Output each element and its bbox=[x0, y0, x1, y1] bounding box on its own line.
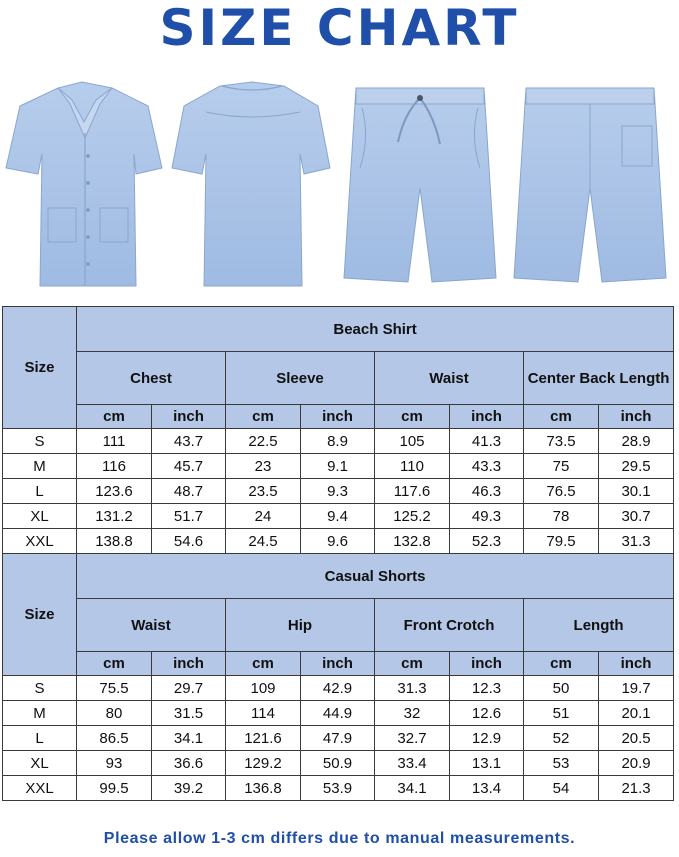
size-header: Size bbox=[3, 554, 77, 676]
value-cell: 93 bbox=[77, 751, 152, 776]
value-cell: 109 bbox=[226, 676, 301, 701]
unit-cm: cm bbox=[77, 405, 152, 429]
value-cell: 110 bbox=[375, 454, 450, 479]
table-row bbox=[3, 504, 674, 529]
value-cell: 31.3 bbox=[375, 676, 450, 701]
table-row bbox=[3, 529, 674, 554]
unit-inch: inch bbox=[599, 405, 674, 429]
table-row bbox=[3, 429, 674, 454]
value-cell: 44.9 bbox=[301, 701, 375, 726]
table-row bbox=[3, 776, 674, 801]
value-cell: 51.7 bbox=[152, 504, 226, 529]
shirt-back-icon bbox=[172, 82, 330, 286]
size-cell: S bbox=[3, 429, 77, 454]
value-cell: 50 bbox=[524, 676, 599, 701]
value-cell: 114 bbox=[226, 701, 301, 726]
column-header: Center Back Length bbox=[524, 352, 674, 405]
size-header: Size bbox=[3, 307, 77, 429]
value-cell: 86.5 bbox=[77, 726, 152, 751]
value-cell: 75 bbox=[524, 454, 599, 479]
value-cell: 117.6 bbox=[375, 479, 450, 504]
value-cell: 12.3 bbox=[450, 676, 524, 701]
size-cell: M bbox=[3, 454, 77, 479]
garment-images bbox=[0, 78, 679, 293]
size-cell: XXL bbox=[3, 529, 77, 554]
value-cell: 32 bbox=[375, 701, 450, 726]
size-cell: XL bbox=[3, 751, 77, 776]
value-cell: 54 bbox=[524, 776, 599, 801]
unit-row bbox=[3, 652, 674, 676]
value-cell: 33.4 bbox=[375, 751, 450, 776]
unit-inch: inch bbox=[599, 652, 674, 676]
unit-cm: cm bbox=[375, 652, 450, 676]
shirt-data bbox=[3, 429, 674, 554]
value-cell: 23 bbox=[226, 454, 301, 479]
size-cell: L bbox=[3, 726, 77, 751]
value-cell: 21.3 bbox=[599, 776, 674, 801]
value-cell: 46.3 bbox=[450, 479, 524, 504]
value-cell: 53.9 bbox=[301, 776, 375, 801]
shirt-section bbox=[3, 307, 674, 429]
size-cell: XXL bbox=[3, 776, 77, 801]
shorts-section bbox=[3, 554, 674, 676]
value-cell: 34.1 bbox=[152, 726, 226, 751]
shirt-front-icon bbox=[6, 82, 162, 286]
column-header: Hip bbox=[226, 599, 375, 652]
column-header: Sleeve bbox=[226, 352, 375, 405]
value-cell: 47.9 bbox=[301, 726, 375, 751]
unit-cm: cm bbox=[226, 405, 301, 429]
value-cell: 79.5 bbox=[524, 529, 599, 554]
value-cell: 53 bbox=[524, 751, 599, 776]
value-cell: 75.5 bbox=[77, 676, 152, 701]
value-cell: 105 bbox=[375, 429, 450, 454]
value-cell: 54.6 bbox=[152, 529, 226, 554]
size-chart-table bbox=[2, 306, 674, 801]
value-cell: 125.2 bbox=[375, 504, 450, 529]
value-cell: 19.7 bbox=[599, 676, 674, 701]
value-cell: 132.8 bbox=[375, 529, 450, 554]
size-cell: S bbox=[3, 676, 77, 701]
value-cell: 24.5 bbox=[226, 529, 301, 554]
value-cell: 138.8 bbox=[77, 529, 152, 554]
value-cell: 45.7 bbox=[152, 454, 226, 479]
value-cell: 123.6 bbox=[77, 479, 152, 504]
value-cell: 24 bbox=[226, 504, 301, 529]
value-cell: 121.6 bbox=[226, 726, 301, 751]
measurement-note: Please allow 1-3 cm differs due to manual measurements. bbox=[103, 830, 576, 847]
value-cell: 20.1 bbox=[599, 701, 674, 726]
value-cell: 76.5 bbox=[524, 479, 599, 504]
value-cell: 48.7 bbox=[152, 479, 226, 504]
value-cell: 42.9 bbox=[301, 676, 375, 701]
value-cell: 23.5 bbox=[226, 479, 301, 504]
shorts-back-icon bbox=[514, 88, 666, 282]
value-cell: 9.1 bbox=[301, 454, 375, 479]
value-cell: 32.7 bbox=[375, 726, 450, 751]
value-cell: 131.2 bbox=[77, 504, 152, 529]
table-row bbox=[3, 751, 674, 776]
value-cell: 52.3 bbox=[450, 529, 524, 554]
shorts-title: Casual Shorts bbox=[77, 554, 674, 599]
value-cell: 39.2 bbox=[152, 776, 226, 801]
value-cell: 41.3 bbox=[450, 429, 524, 454]
value-cell: 29.7 bbox=[152, 676, 226, 701]
value-cell: 43.7 bbox=[152, 429, 226, 454]
value-cell: 34.1 bbox=[375, 776, 450, 801]
value-cell: 9.6 bbox=[301, 529, 375, 554]
column-header: Waist bbox=[77, 599, 226, 652]
value-cell: 8.9 bbox=[301, 429, 375, 454]
value-cell: 30.1 bbox=[599, 479, 674, 504]
shorts-front-icon bbox=[344, 88, 496, 282]
value-cell: 111 bbox=[77, 429, 152, 454]
value-cell: 22.5 bbox=[226, 429, 301, 454]
value-cell: 49.3 bbox=[450, 504, 524, 529]
page-title: SIZE CHART bbox=[159, 0, 520, 57]
unit-cm: cm bbox=[77, 652, 152, 676]
value-cell: 129.2 bbox=[226, 751, 301, 776]
value-cell: 52 bbox=[524, 726, 599, 751]
unit-inch: inch bbox=[301, 405, 375, 429]
size-cell: XL bbox=[3, 504, 77, 529]
unit-inch: inch bbox=[152, 652, 226, 676]
shorts-data bbox=[3, 676, 674, 801]
value-cell: 12.6 bbox=[450, 701, 524, 726]
unit-cm: cm bbox=[524, 405, 599, 429]
unit-cm: cm bbox=[375, 405, 450, 429]
value-cell: 116 bbox=[77, 454, 152, 479]
value-cell: 13.1 bbox=[450, 751, 524, 776]
column-header: Front Crotch bbox=[375, 599, 524, 652]
size-cell: L bbox=[3, 479, 77, 504]
column-header: Waist bbox=[375, 352, 524, 405]
value-cell: 30.7 bbox=[599, 504, 674, 529]
table-row bbox=[3, 454, 674, 479]
table-row bbox=[3, 676, 674, 701]
unit-cm: cm bbox=[524, 652, 599, 676]
value-cell: 12.9 bbox=[450, 726, 524, 751]
value-cell: 43.3 bbox=[450, 454, 524, 479]
unit-inch: inch bbox=[152, 405, 226, 429]
unit-inch: inch bbox=[450, 405, 524, 429]
value-cell: 78 bbox=[524, 504, 599, 529]
value-cell: 99.5 bbox=[77, 776, 152, 801]
value-cell: 31.3 bbox=[599, 529, 674, 554]
unit-inch: inch bbox=[301, 652, 375, 676]
unit-row bbox=[3, 405, 674, 429]
value-cell: 50.9 bbox=[301, 751, 375, 776]
value-cell: 51 bbox=[524, 701, 599, 726]
value-cell: 31.5 bbox=[152, 701, 226, 726]
value-cell: 73.5 bbox=[524, 429, 599, 454]
value-cell: 9.4 bbox=[301, 504, 375, 529]
table-row bbox=[3, 726, 674, 751]
value-cell: 20.5 bbox=[599, 726, 674, 751]
value-cell: 28.9 bbox=[599, 429, 674, 454]
table-row bbox=[3, 479, 674, 504]
value-cell: 20.9 bbox=[599, 751, 674, 776]
value-cell: 13.4 bbox=[450, 776, 524, 801]
unit-cm: cm bbox=[226, 652, 301, 676]
shirt-title: Beach Shirt bbox=[77, 307, 674, 352]
size-cell: M bbox=[3, 701, 77, 726]
value-cell: 9.3 bbox=[301, 479, 375, 504]
value-cell: 36.6 bbox=[152, 751, 226, 776]
table-row bbox=[3, 701, 674, 726]
value-cell: 29.5 bbox=[599, 454, 674, 479]
value-cell: 80 bbox=[77, 701, 152, 726]
unit-inch: inch bbox=[450, 652, 524, 676]
column-header: Length bbox=[524, 599, 674, 652]
column-header: Chest bbox=[77, 352, 226, 405]
value-cell: 136.8 bbox=[226, 776, 301, 801]
